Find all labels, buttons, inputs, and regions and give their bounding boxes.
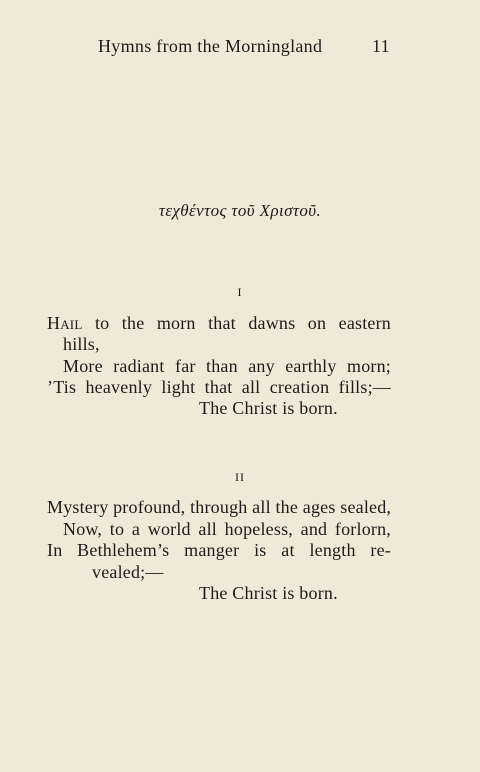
stanza-number-1: I [237, 285, 243, 299]
stanza-2-line-4: vealed;— [92, 562, 164, 582]
stanza-1-line-1-text: to the morn that dawns on eastern [94, 313, 392, 333]
running-title: Hymns from the Morningland [98, 36, 323, 56]
stanza-number-2: II [235, 470, 245, 484]
stanza-2-line-1: Mystery profound, through all the ages sealed, [47, 497, 392, 517]
running-head [0, 36, 480, 60]
stanza-1-refrain: The Christ is born. [199, 398, 338, 418]
stanza-2-line-2: Now, to a world all hopeless, and forlorn, [63, 519, 391, 539]
stanza-1-line-4: ’Tis heavenly light that all creation fills;— [47, 377, 391, 397]
page-number: 11 [372, 36, 390, 56]
stanza-1-line-3: More radiant far than any earthly morn; [63, 356, 391, 376]
greek-epigraph: τεχθέντος τοῦ Χριστοῦ. [158, 201, 322, 220]
stanza-2-refrain: The Christ is born. [199, 583, 338, 603]
stanza-2-line-3: In Bethlehem’s manger is at length re- [47, 540, 391, 560]
stanza-1-lead-word: Hail [47, 313, 83, 333]
stanza-1-line-2: hills, [63, 334, 100, 354]
stanza-1-line-1 [47, 313, 391, 334]
